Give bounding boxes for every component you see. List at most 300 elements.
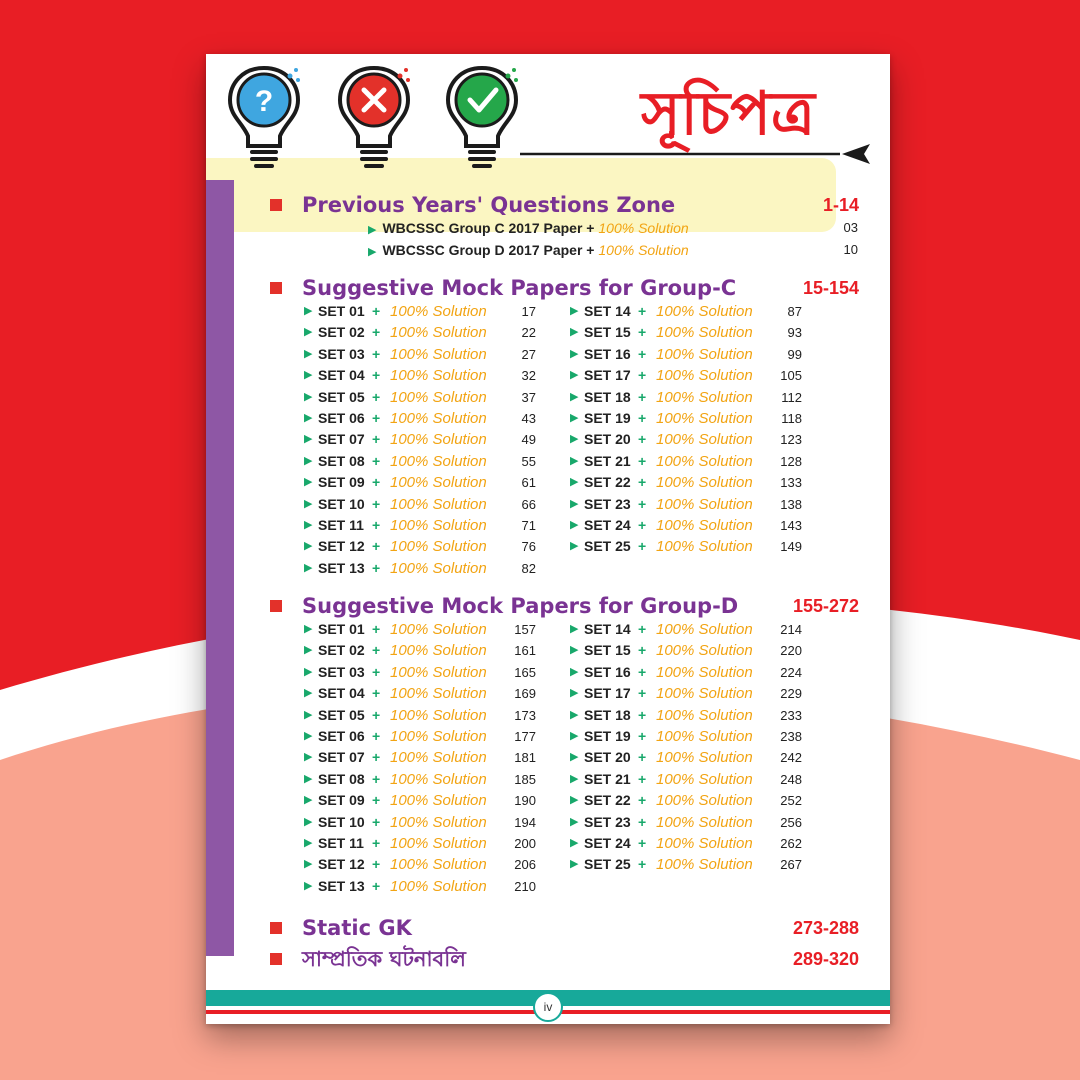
triangle-bullet-icon: ▶ bbox=[570, 794, 579, 807]
set-row bbox=[304, 769, 536, 790]
set-page: 210 bbox=[514, 878, 536, 894]
set-plus: + bbox=[372, 770, 381, 787]
set-page: 165 bbox=[514, 664, 536, 680]
section-title-group-d: Suggestive Mock Papers for Group-D bbox=[302, 594, 739, 618]
triangle-bullet-icon: ▶ bbox=[570, 751, 579, 764]
set-page: 256 bbox=[780, 814, 802, 830]
set-page: 242 bbox=[780, 750, 802, 766]
set-plus: + bbox=[372, 410, 381, 426]
bullet-square bbox=[270, 600, 282, 612]
set-page: 105 bbox=[780, 368, 802, 384]
set-label: SET 24 bbox=[584, 835, 631, 851]
set-solution: 100% Solution bbox=[390, 367, 487, 385]
page-title: সূচিপত্র bbox=[641, 79, 815, 149]
set-plus: + bbox=[372, 495, 381, 512]
set-plus: + bbox=[638, 792, 647, 809]
set-row bbox=[304, 365, 536, 386]
triangle-bullet-icon: ▶ bbox=[304, 815, 313, 828]
set-label: SET 02 bbox=[318, 324, 365, 341]
set-solution: 100% Solution bbox=[390, 431, 487, 449]
set-label: SET 23 bbox=[584, 813, 631, 830]
set-label: SET 03 bbox=[318, 345, 365, 362]
triangle-bullet-icon: ▶ bbox=[570, 815, 579, 828]
section-range-group-d: 155-272 bbox=[792, 596, 859, 616]
triangle-bullet-icon: ▶ bbox=[570, 772, 579, 785]
set-row bbox=[570, 747, 802, 768]
set-page: 49 bbox=[521, 432, 536, 448]
set-plus: + bbox=[372, 663, 381, 680]
set-page: 82 bbox=[521, 560, 536, 576]
set-row bbox=[304, 301, 536, 322]
set-row bbox=[570, 640, 802, 661]
set-page: 43 bbox=[521, 411, 536, 426]
triangle-bullet-icon: ▶ bbox=[570, 476, 579, 489]
set-solution: 100% Solution bbox=[656, 685, 753, 703]
set-solution: 100% Solution bbox=[390, 770, 487, 788]
set-plus: + bbox=[638, 345, 647, 362]
set-plus: + bbox=[372, 388, 381, 405]
set-solution: 100% Solution bbox=[656, 792, 753, 810]
set-row bbox=[304, 876, 536, 897]
triangle-bullet-icon: ▶ bbox=[570, 730, 579, 742]
set-page: 149 bbox=[780, 539, 802, 555]
set-solution: 100% Solution bbox=[656, 813, 753, 831]
set-label: SET 15 bbox=[584, 642, 631, 659]
set-page: 22 bbox=[521, 325, 536, 341]
set-plus: + bbox=[372, 877, 381, 894]
set-label: SET 22 bbox=[584, 474, 631, 491]
set-plus: + bbox=[638, 410, 647, 426]
set-plus: + bbox=[638, 367, 647, 384]
set-label: SET 13 bbox=[318, 877, 365, 894]
set-row bbox=[570, 301, 802, 322]
set-plus: + bbox=[372, 517, 381, 533]
set-solution: 100% Solution bbox=[390, 452, 487, 470]
set-row bbox=[304, 726, 536, 747]
triangle-bullet-icon: ▶ bbox=[304, 730, 313, 742]
set-solution: 100% Solution bbox=[390, 324, 487, 342]
set-page: 161 bbox=[514, 643, 536, 659]
set-label: SET 12 bbox=[318, 856, 365, 873]
set-solution: 100% Solution bbox=[656, 749, 753, 767]
bullet-square bbox=[270, 282, 282, 294]
triangle-bullet-icon: ▶ bbox=[304, 687, 313, 700]
set-label: SET 19 bbox=[584, 410, 631, 426]
set-plus: + bbox=[372, 685, 381, 702]
set-page: 27 bbox=[521, 346, 536, 362]
set-page: 229 bbox=[780, 686, 802, 702]
triangle-bullet-icon: ▶ bbox=[570, 412, 579, 424]
set-page: 267 bbox=[780, 857, 802, 873]
item-page: 03 bbox=[843, 220, 858, 235]
triangle-bullet-icon: ▶ bbox=[570, 708, 579, 721]
triangle-bullet-icon: ▶ bbox=[304, 540, 313, 553]
set-row bbox=[304, 344, 536, 365]
set-page: 220 bbox=[780, 643, 802, 659]
set-plus: + bbox=[372, 835, 381, 851]
set-page: 248 bbox=[780, 771, 802, 787]
set-row bbox=[304, 854, 536, 875]
set-row bbox=[304, 429, 536, 450]
set-page: 93 bbox=[787, 325, 802, 341]
triangle-bullet-icon: ▶ bbox=[304, 519, 313, 531]
list-item bbox=[368, 240, 858, 260]
set-row bbox=[570, 494, 802, 515]
set-row bbox=[304, 451, 536, 472]
set-label: SET 19 bbox=[584, 728, 631, 744]
set-label: SET 17 bbox=[584, 367, 631, 384]
set-label: SET 06 bbox=[318, 728, 365, 744]
set-page: 112 bbox=[781, 389, 802, 405]
section-title-pyq: Previous Years' Questions Zone bbox=[302, 193, 676, 217]
set-page: 143 bbox=[780, 518, 802, 533]
set-row bbox=[570, 472, 802, 493]
bullet-square bbox=[270, 953, 282, 965]
set-plus: + bbox=[372, 706, 381, 723]
set-plus: + bbox=[638, 431, 647, 448]
set-page: 181 bbox=[514, 750, 536, 766]
set-row bbox=[570, 515, 802, 536]
cross-bulb-icon bbox=[334, 62, 414, 174]
set-solution: 100% Solution bbox=[390, 877, 487, 895]
item-label: WBCSSC Group C 2017 Paper bbox=[382, 220, 583, 236]
triangle-bullet-icon: ▶ bbox=[304, 858, 313, 871]
set-row bbox=[570, 387, 802, 408]
set-solution: 100% Solution bbox=[390, 410, 487, 427]
set-page: 66 bbox=[521, 496, 536, 512]
set-solution: 100% Solution bbox=[656, 728, 753, 745]
set-solution: 100% Solution bbox=[390, 642, 487, 660]
set-solution: 100% Solution bbox=[390, 303, 487, 320]
set-label: SET 14 bbox=[584, 303, 631, 319]
set-plus: + bbox=[638, 835, 647, 851]
set-plus: + bbox=[372, 345, 381, 362]
triangle-bullet-icon: ▶ bbox=[304, 412, 313, 424]
set-row bbox=[570, 726, 802, 747]
set-page: 37 bbox=[521, 389, 536, 405]
set-plus: + bbox=[638, 452, 647, 469]
set-row bbox=[570, 812, 802, 833]
set-page: 76 bbox=[521, 539, 536, 555]
set-row bbox=[570, 619, 802, 640]
set-page: 173 bbox=[514, 707, 536, 723]
set-row bbox=[570, 854, 802, 875]
set-page: 87 bbox=[787, 304, 802, 319]
set-solution: 100% Solution bbox=[656, 495, 753, 513]
set-label: SET 04 bbox=[318, 367, 365, 384]
set-label: SET 05 bbox=[318, 388, 365, 405]
check-bulb-icon bbox=[442, 62, 522, 174]
set-plus: + bbox=[638, 495, 647, 512]
set-plus: + bbox=[372, 367, 381, 384]
set-label: SET 16 bbox=[584, 663, 631, 680]
triangle-bullet-icon: ▶ bbox=[570, 497, 579, 510]
set-solution: 100% Solution bbox=[656, 642, 753, 660]
set-label: SET 17 bbox=[584, 685, 631, 702]
set-solution: 100% Solution bbox=[656, 663, 753, 681]
set-row bbox=[570, 769, 802, 790]
set-page: 133 bbox=[780, 475, 802, 491]
set-solution: 100% Solution bbox=[390, 813, 487, 831]
triangle-bullet-icon: ▶ bbox=[304, 708, 313, 721]
section-title-static-gk: Static GK bbox=[302, 916, 412, 940]
set-label: SET 04 bbox=[318, 685, 365, 702]
set-plus: + bbox=[372, 749, 381, 766]
set-page: 99 bbox=[787, 346, 802, 362]
set-plus: + bbox=[372, 813, 381, 830]
set-row bbox=[570, 536, 802, 557]
set-row bbox=[304, 536, 536, 557]
set-page: 214 bbox=[780, 622, 802, 637]
set-row bbox=[304, 494, 536, 515]
set-label: SET 20 bbox=[584, 431, 631, 448]
set-solution: 100% Solution bbox=[656, 621, 753, 638]
set-page: 157 bbox=[514, 622, 536, 637]
set-row bbox=[570, 662, 802, 683]
set-plus: + bbox=[638, 621, 647, 637]
set-row bbox=[570, 344, 802, 365]
set-label: SET 18 bbox=[584, 706, 631, 723]
triangle-bullet-icon: ▶ bbox=[304, 794, 313, 807]
set-label: SET 14 bbox=[584, 621, 631, 637]
triangle-bullet-icon: ▶ bbox=[304, 497, 313, 510]
set-label: SET 11 bbox=[318, 835, 364, 851]
set-solution: 100% Solution bbox=[656, 517, 753, 534]
set-plus: + bbox=[372, 303, 381, 319]
set-solution: 100% Solution bbox=[390, 495, 487, 513]
triangle-bullet-icon: ▶ bbox=[304, 623, 313, 635]
set-plus: + bbox=[638, 663, 647, 680]
set-plus: + bbox=[638, 538, 647, 555]
set-solution: 100% Solution bbox=[390, 538, 487, 556]
set-label: SET 22 bbox=[584, 792, 631, 809]
set-row bbox=[304, 705, 536, 726]
set-row bbox=[570, 322, 802, 343]
set-row bbox=[304, 662, 536, 683]
section-range-static-gk: 273-288 bbox=[792, 918, 859, 938]
bullet-square bbox=[270, 922, 282, 934]
item-page: 10 bbox=[843, 242, 858, 257]
set-plus: + bbox=[638, 706, 647, 723]
triangle-bullet-icon: ▶ bbox=[570, 369, 579, 382]
section-title-current-affairs: সাম্প্রতিক ঘটনাবলি bbox=[302, 947, 466, 971]
set-row bbox=[304, 558, 536, 579]
set-solution: 100% Solution bbox=[390, 856, 487, 874]
triangle-bullet-icon: ▶ bbox=[304, 837, 313, 849]
set-solution: 100% Solution bbox=[656, 835, 753, 852]
set-solution: 100% Solution bbox=[390, 792, 487, 810]
triangle-bullet-icon: ▶ bbox=[570, 687, 579, 700]
set-row bbox=[304, 387, 536, 408]
set-plus: + bbox=[638, 517, 647, 533]
set-label: SET 10 bbox=[318, 495, 365, 512]
triangle-bullet-icon: ▶ bbox=[570, 665, 579, 678]
set-solution: 100% Solution bbox=[656, 474, 753, 492]
set-row bbox=[570, 408, 802, 429]
set-solution: 100% Solution bbox=[390, 685, 487, 703]
item-plus: + bbox=[586, 220, 595, 236]
set-row bbox=[304, 472, 536, 493]
set-plus: + bbox=[638, 474, 647, 491]
set-solution: 100% Solution bbox=[656, 706, 753, 724]
triangle-bullet-icon: ▶ bbox=[570, 390, 579, 403]
set-row bbox=[304, 619, 536, 640]
set-solution: 100% Solution bbox=[656, 410, 753, 427]
set-page: 118 bbox=[781, 411, 802, 426]
set-plus: + bbox=[372, 559, 381, 576]
set-page: 190 bbox=[514, 793, 536, 809]
set-label: SET 21 bbox=[584, 452, 631, 469]
set-page: 71 bbox=[521, 518, 536, 533]
set-plus: + bbox=[372, 452, 381, 469]
item-plus: + bbox=[586, 242, 595, 258]
triangle-bullet-icon: ▶ bbox=[304, 454, 313, 467]
set-page: 169 bbox=[514, 686, 536, 702]
set-solution: 100% Solution bbox=[390, 835, 487, 852]
bullet-square bbox=[270, 199, 282, 211]
set-page: 32 bbox=[521, 368, 536, 384]
triangle-bullet-icon: ▶ bbox=[368, 224, 377, 236]
triangle-bullet-icon: ▶ bbox=[304, 390, 313, 403]
set-row bbox=[570, 833, 802, 854]
set-plus: + bbox=[638, 324, 647, 341]
set-label: SET 20 bbox=[584, 749, 631, 766]
set-label: SET 24 bbox=[584, 517, 631, 533]
toc-page bbox=[206, 54, 890, 1024]
svg-text:?: ? bbox=[254, 85, 274, 118]
set-row bbox=[304, 790, 536, 811]
set-solution: 100% Solution bbox=[656, 452, 753, 470]
set-plus: + bbox=[372, 621, 381, 637]
triangle-bullet-icon: ▶ bbox=[570, 644, 579, 657]
triangle-bullet-icon: ▶ bbox=[570, 837, 579, 849]
triangle-bullet-icon: ▶ bbox=[570, 454, 579, 467]
set-solution: 100% Solution bbox=[656, 538, 753, 556]
set-page: 252 bbox=[780, 793, 802, 809]
set-plus: + bbox=[638, 303, 647, 319]
set-label: SET 02 bbox=[318, 642, 365, 659]
set-label: SET 25 bbox=[584, 856, 631, 873]
triangle-bullet-icon: ▶ bbox=[570, 519, 579, 531]
set-label: SET 13 bbox=[318, 559, 365, 576]
set-solution: 100% Solution bbox=[656, 303, 753, 320]
set-page: 128 bbox=[780, 453, 802, 469]
set-plus: + bbox=[372, 728, 381, 744]
set-plus: + bbox=[372, 538, 381, 555]
list-item bbox=[368, 218, 858, 238]
set-solution: 100% Solution bbox=[390, 345, 487, 363]
triangle-bullet-icon: ▶ bbox=[570, 858, 579, 871]
set-plus: + bbox=[638, 856, 647, 873]
triangle-bullet-icon: ▶ bbox=[304, 476, 313, 489]
set-label: SET 23 bbox=[584, 495, 631, 512]
set-plus: + bbox=[372, 642, 381, 659]
triangle-bullet-icon: ▶ bbox=[304, 305, 313, 317]
set-row bbox=[304, 812, 536, 833]
triangle-bullet-icon: ▶ bbox=[570, 305, 579, 317]
set-row bbox=[304, 683, 536, 704]
set-plus: + bbox=[372, 431, 381, 448]
triangle-bullet-icon: ▶ bbox=[304, 751, 313, 764]
triangle-bullet-icon: ▶ bbox=[304, 665, 313, 678]
set-label: SET 25 bbox=[584, 538, 631, 555]
set-page: 206 bbox=[514, 857, 536, 873]
section-title-group-c: Suggestive Mock Papers for Group-C bbox=[302, 276, 737, 300]
triangle-bullet-icon: ▶ bbox=[570, 433, 579, 446]
set-page: 224 bbox=[780, 664, 802, 680]
set-plus: + bbox=[372, 474, 381, 491]
set-label: SET 05 bbox=[318, 706, 365, 723]
set-solution: 100% Solution bbox=[656, 345, 753, 363]
set-solution: 100% Solution bbox=[390, 728, 487, 745]
set-solution: 100% Solution bbox=[656, 856, 753, 874]
set-row bbox=[304, 833, 536, 854]
set-plus: + bbox=[638, 770, 647, 787]
set-plus: + bbox=[638, 685, 647, 702]
set-row bbox=[304, 747, 536, 768]
set-solution: 100% Solution bbox=[390, 517, 487, 534]
set-label: SET 06 bbox=[318, 410, 365, 426]
set-page: 177 bbox=[514, 729, 536, 744]
set-solution: 100% Solution bbox=[390, 749, 487, 767]
triangle-bullet-icon: ▶ bbox=[304, 561, 313, 574]
side-accent-bar bbox=[206, 180, 234, 956]
triangle-bullet-icon: ▶ bbox=[304, 879, 313, 892]
triangle-bullet-icon: ▶ bbox=[304, 347, 313, 360]
set-plus: + bbox=[638, 388, 647, 405]
set-solution: 100% Solution bbox=[656, 388, 753, 406]
triangle-bullet-icon: ▶ bbox=[570, 347, 579, 360]
set-page: 233 bbox=[780, 707, 802, 723]
set-label: SET 09 bbox=[318, 474, 365, 491]
set-solution: 100% Solution bbox=[656, 431, 753, 449]
set-page: 200 bbox=[514, 836, 536, 851]
set-page: 61 bbox=[521, 475, 536, 491]
set-label: SET 11 bbox=[318, 517, 364, 533]
set-plus: + bbox=[372, 324, 381, 341]
set-label: SET 10 bbox=[318, 813, 365, 830]
section-range-group-c: 15-154 bbox=[802, 278, 859, 298]
set-label: SET 12 bbox=[318, 538, 365, 555]
set-solution: 100% Solution bbox=[390, 559, 487, 577]
triangle-bullet-icon: ▶ bbox=[304, 644, 313, 657]
set-plus: + bbox=[638, 749, 647, 766]
item-solution: 100% Solution bbox=[598, 242, 689, 258]
set-label: SET 18 bbox=[584, 388, 631, 405]
set-label: SET 07 bbox=[318, 431, 365, 448]
set-row bbox=[570, 705, 802, 726]
triangle-bullet-icon: ▶ bbox=[304, 433, 313, 446]
triangle-bullet-icon: ▶ bbox=[570, 540, 579, 553]
set-plus: + bbox=[372, 792, 381, 809]
set-page: 194 bbox=[514, 814, 536, 830]
set-plus: + bbox=[638, 728, 647, 744]
question-bulb-icon bbox=[224, 62, 304, 174]
set-row bbox=[304, 515, 536, 536]
set-label: SET 09 bbox=[318, 792, 365, 809]
set-label: SET 21 bbox=[584, 770, 631, 787]
set-row bbox=[304, 322, 536, 343]
triangle-bullet-icon: ▶ bbox=[304, 326, 313, 339]
set-row bbox=[570, 429, 802, 450]
set-plus: + bbox=[638, 642, 647, 659]
set-page: 185 bbox=[514, 771, 536, 787]
set-solution: 100% Solution bbox=[390, 388, 487, 406]
triangle-bullet-icon: ▶ bbox=[304, 772, 313, 785]
set-solution: 100% Solution bbox=[390, 706, 487, 724]
triangle-bullet-icon: ▶ bbox=[570, 326, 579, 339]
set-label: SET 08 bbox=[318, 770, 365, 787]
